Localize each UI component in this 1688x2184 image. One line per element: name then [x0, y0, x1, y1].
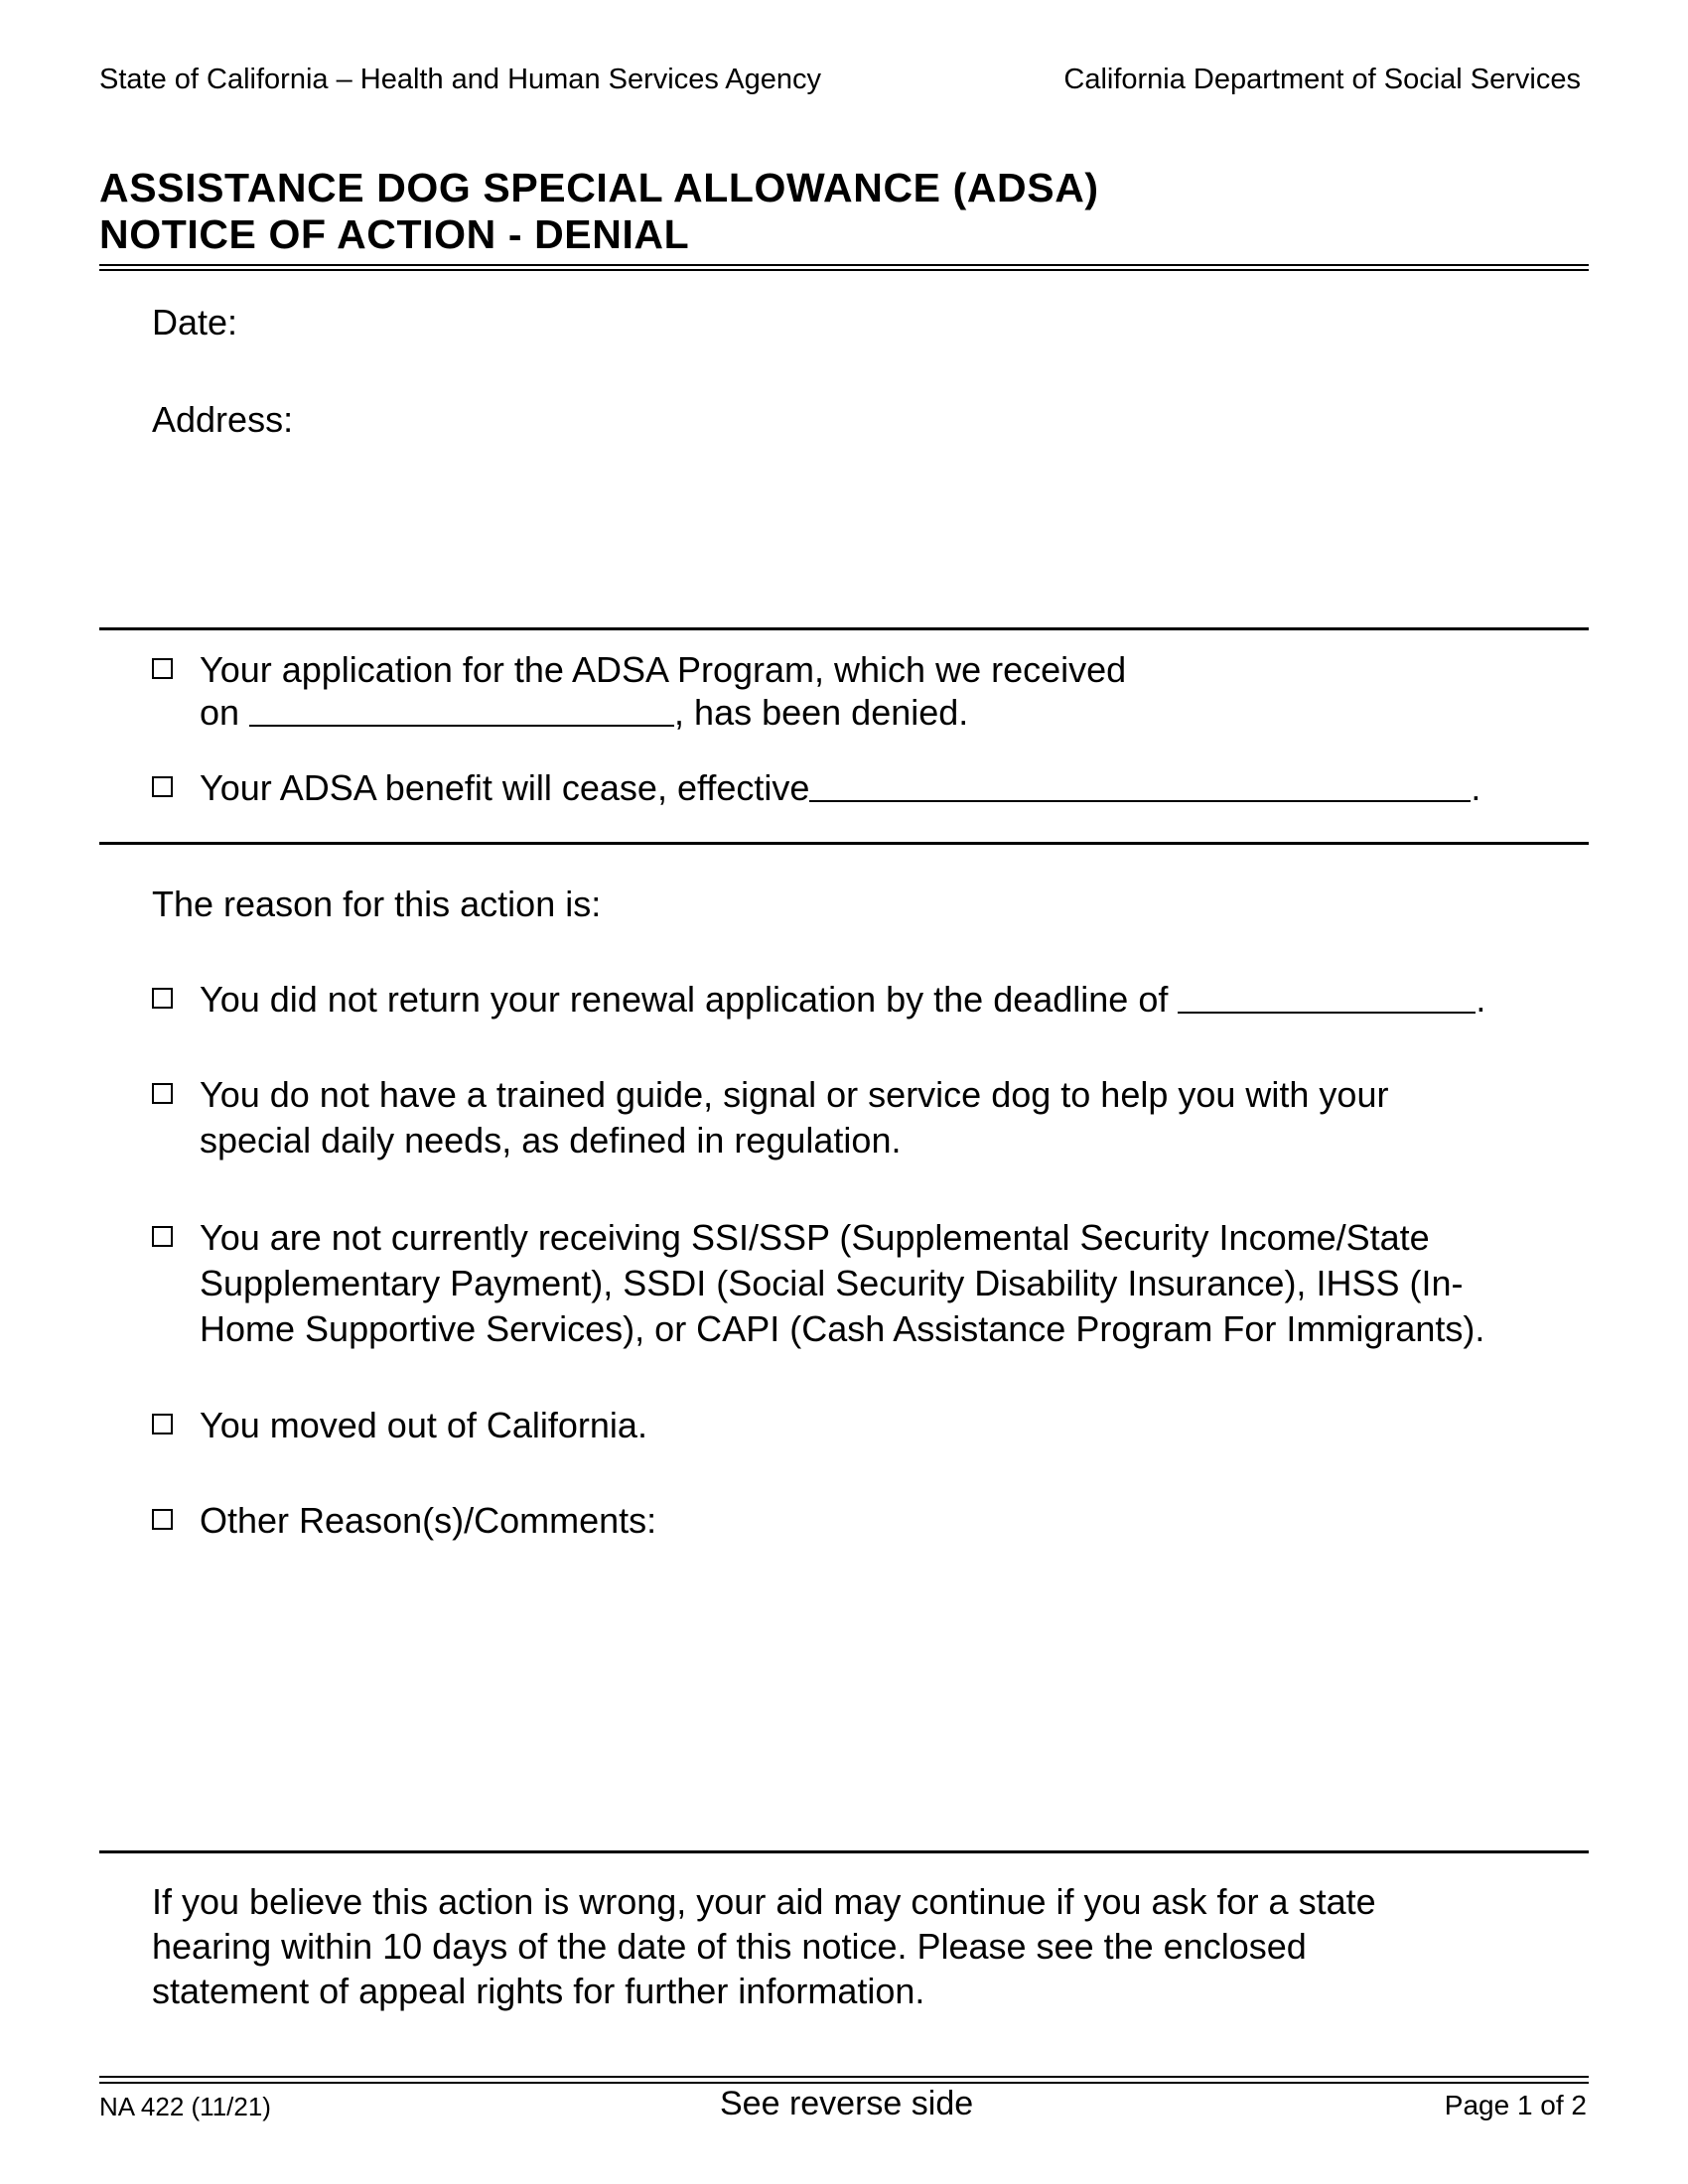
title-divider-bottom	[99, 269, 1589, 271]
footer-divider-bottom	[99, 2082, 1589, 2084]
see-reverse-side: See reverse side	[720, 2085, 974, 2122]
date-label: Date:	[152, 302, 238, 342]
received-date-blank[interactable]	[249, 693, 674, 727]
checkbox-other-reason[interactable]	[152, 1509, 173, 1530]
footer-divider-top	[99, 2076, 1589, 2078]
agency-header: State of California – Health and Human Services Agency	[99, 64, 822, 95]
cease-effective-date-blank[interactable]	[809, 768, 1471, 802]
department-header: California Department of Social Services	[1063, 64, 1581, 95]
address-label: Address:	[152, 399, 294, 440]
checkbox-application-denied[interactable]	[152, 658, 173, 679]
checkbox-no-trained-dog[interactable]	[152, 1083, 173, 1104]
action-application-line2: on , has been denied.	[200, 692, 969, 733]
checkbox-not-receiving-benefits[interactable]	[152, 1226, 173, 1247]
reasons-heading: The reason for this action is:	[152, 884, 602, 924]
appeal-rights-notice: If you believe this action is wrong, your aid may continue if you ask for a state hearing within 10 days of the date of this notice. Please see the enclosed statement of appeal rights for further information.	[152, 1881, 1376, 2011]
form-number: NA 422 (11/21)	[99, 2092, 271, 2121]
section-divider-3	[99, 1850, 1589, 1853]
renewal-deadline-blank[interactable]	[1178, 980, 1476, 1014]
checkbox-benefit-cease[interactable]	[152, 776, 173, 797]
section-divider-2	[99, 842, 1589, 845]
form-title-line1: ASSISTANCE DOG SPECIAL ALLOWANCE (ADSA)	[99, 165, 1099, 210]
form-title	[99, 165, 1099, 258]
checkbox-renewal-late[interactable]	[152, 988, 173, 1009]
action-application-line1: Your application for the ADSA Program, which we received	[200, 649, 1127, 690]
page-number: Page 1 of 2	[1444, 2090, 1587, 2120]
section-divider-1	[99, 627, 1589, 630]
checkbox-moved-out[interactable]	[152, 1414, 173, 1434]
title-divider-top	[99, 264, 1589, 266]
form-title-line2: NOTICE OF ACTION - DENIAL	[99, 211, 690, 257]
